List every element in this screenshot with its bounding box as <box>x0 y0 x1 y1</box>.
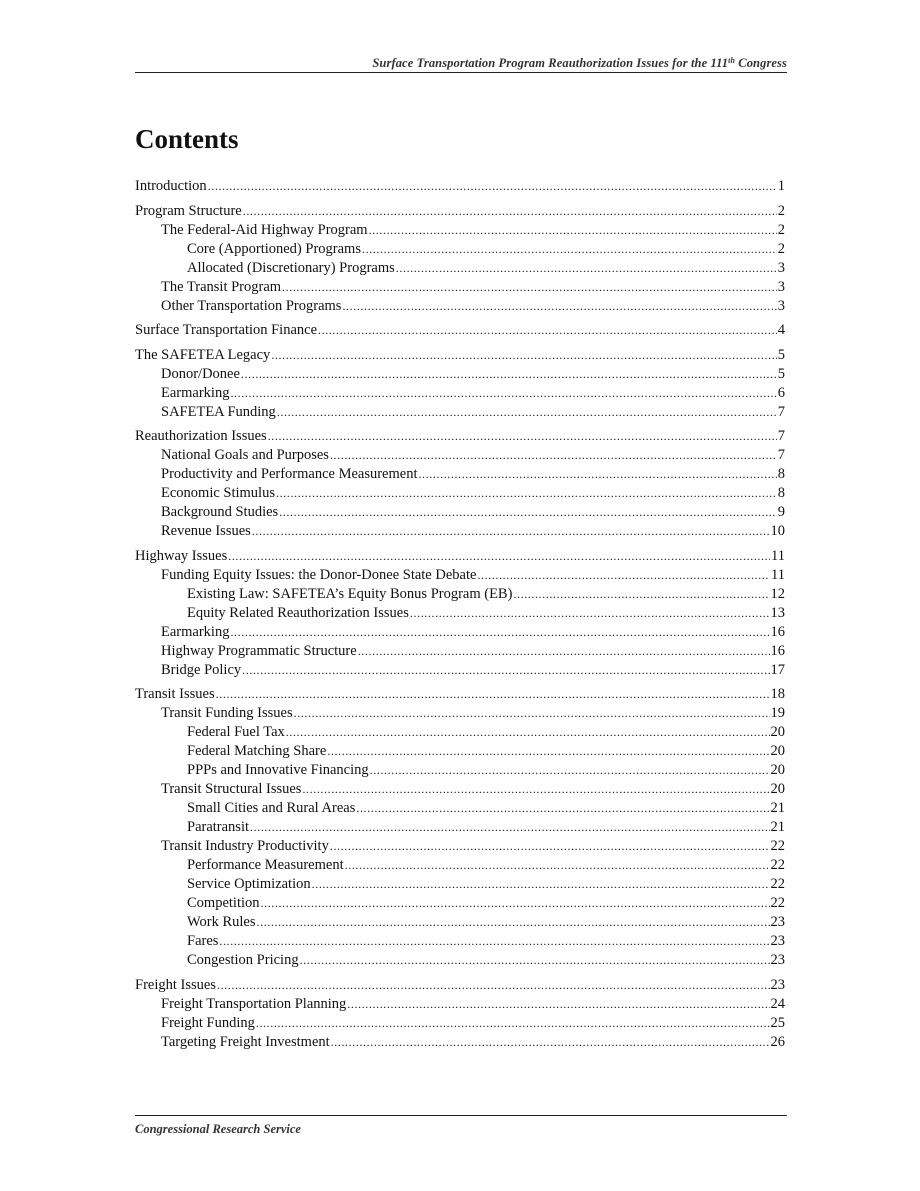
toc-entry-label: The Transit Program <box>161 278 282 295</box>
toc-entry[interactable] <box>135 566 785 585</box>
toc-entry[interactable] <box>135 484 785 503</box>
toc-entry-label: Funding Equity Issues: the Donor-Donee State Debate <box>161 566 477 583</box>
toc-entry-page: 17 <box>770 661 785 678</box>
toc-entry-page: 11 <box>771 547 785 564</box>
toc-entry-page: 5 <box>777 346 785 363</box>
toc-entry-label: Productivity and Performance Measurement <box>161 466 418 482</box>
toc-dot-leader <box>318 321 777 340</box>
toc-entry-label: Competition <box>187 895 260 911</box>
toc-entry-page: 16 <box>770 642 785 659</box>
toc-entry-page: 23 <box>770 976 785 993</box>
toc-entry[interactable] <box>135 346 785 365</box>
toc-entry-label: Freight Transportation Planning <box>161 995 347 1012</box>
toc-entry[interactable] <box>135 780 785 799</box>
toc-entry-label: SAFETEA Funding <box>161 403 276 420</box>
toc-entry-page: 3 <box>777 259 785 276</box>
toc-entry-page: 10 <box>770 523 785 539</box>
toc-entry-label: Transit Structural Issues <box>161 781 302 797</box>
toc-entry-page: 23 <box>770 914 785 930</box>
toc-dot-leader <box>208 177 777 196</box>
toc-dot-leader <box>410 604 770 623</box>
toc-dot-leader <box>370 761 770 780</box>
toc-entry-label: Allocated (Discretionary) Programs <box>187 259 395 276</box>
toc-entry[interactable] <box>135 856 785 875</box>
toc-dot-leader <box>243 202 777 221</box>
toc-entry-page: 7 <box>777 447 785 463</box>
toc-entry[interactable] <box>135 995 785 1014</box>
toc-dot-leader <box>300 951 770 970</box>
toc-entry[interactable] <box>135 661 785 680</box>
toc-dot-leader <box>513 585 769 604</box>
toc-entry-label: Federal Fuel Tax <box>187 724 285 740</box>
toc-dot-leader <box>356 799 769 818</box>
toc-entry[interactable] <box>135 913 785 932</box>
toc-entry-page: 21 <box>770 800 785 816</box>
toc-entry[interactable] <box>135 1014 785 1033</box>
toc-entry-page: 16 <box>770 623 785 640</box>
toc-entry[interactable] <box>135 585 785 604</box>
toc-dot-leader <box>242 661 769 680</box>
toc-dot-leader <box>216 685 770 704</box>
toc-entry-page: 8 <box>777 485 785 501</box>
toc-entry[interactable] <box>135 547 785 566</box>
toc-dot-leader <box>250 818 769 837</box>
toc-dot-leader <box>345 856 770 875</box>
toc-entry-page: 24 <box>770 995 785 1012</box>
toc-entry-page: 20 <box>770 743 785 759</box>
toc-entry-page: 7 <box>777 403 785 420</box>
toc-entry-page: 13 <box>770 604 785 621</box>
toc-entry-label: PPPs and Innovative Financing <box>187 762 369 778</box>
toc-entry[interactable] <box>135 704 785 723</box>
toc-dot-leader <box>257 913 770 932</box>
toc-dot-leader <box>277 403 777 422</box>
footer-text: Congressional Research Service <box>135 1122 301 1136</box>
toc-entry-page: 22 <box>770 857 785 873</box>
toc-entry-page: 5 <box>777 365 785 382</box>
toc-entry-label: Reauthorization Issues <box>135 428 267 444</box>
toc-entry-label: Freight Issues <box>135 976 216 993</box>
toc-entry-label: Background Studies <box>161 504 279 520</box>
toc-entry-page: 19 <box>770 705 785 721</box>
toc-entry[interactable] <box>135 446 785 465</box>
toc-dot-leader <box>396 259 777 278</box>
toc-entry[interactable] <box>135 875 785 894</box>
toc-entry-page: 20 <box>770 762 785 778</box>
toc-entry[interactable] <box>135 202 785 221</box>
toc-entry-label: Existing Law: SAFETEA’s Equity Bonus Program (EB) <box>187 585 513 602</box>
toc-entry-page: 20 <box>770 781 785 797</box>
toc-entry[interactable] <box>135 278 785 297</box>
header-title-superscript: th <box>728 56 736 65</box>
toc-entry-page: 3 <box>777 278 785 295</box>
toc-entry[interactable] <box>135 894 785 913</box>
toc-entry[interactable] <box>135 837 785 856</box>
toc-dot-leader <box>477 566 770 585</box>
toc-dot-leader <box>286 723 770 742</box>
toc-entry-label: Federal Matching Share <box>187 743 327 759</box>
toc-dot-leader <box>230 623 769 642</box>
toc-entry-label: Paratransit <box>187 819 250 835</box>
toc-dot-leader <box>230 384 776 403</box>
toc-dot-leader <box>241 365 777 384</box>
toc-entry-label: Transit Industry Productivity <box>161 838 329 854</box>
toc-dot-leader <box>217 976 770 995</box>
toc-entry[interactable] <box>135 976 785 995</box>
page-footer <box>135 1115 787 1136</box>
toc-entry-label: Revenue Issues <box>161 523 251 539</box>
toc-entry-page: 20 <box>770 724 785 740</box>
header-title-main: Surface Transportation Program Reauthorization Issues for the 111 <box>372 56 729 70</box>
toc-dot-leader <box>282 278 777 297</box>
toc-entry[interactable] <box>135 761 785 780</box>
toc-entry-label: Other Transportation Programs <box>161 297 342 314</box>
toc-entry-page: 8 <box>777 466 785 482</box>
toc-entry-label: Performance Measurement <box>187 857 344 873</box>
toc-entry-label: Economic Stimulus <box>161 485 275 501</box>
toc-entry-label: The SAFETEA Legacy <box>135 346 271 363</box>
toc-entry-page: 22 <box>770 838 785 854</box>
toc-entry-label: The Federal-Aid Highway Program <box>161 221 368 238</box>
toc-entry[interactable] <box>135 623 785 642</box>
toc-entry[interactable] <box>135 642 785 661</box>
toc-entry-page: 9 <box>777 504 785 520</box>
toc-entry-page: 1 <box>777 178 785 194</box>
toc-entry-label: Congestion Pricing <box>187 952 299 968</box>
toc-dot-leader <box>219 932 769 951</box>
toc-entry-label: Equity Related Reauthorization Issues <box>187 604 409 621</box>
toc-entry-page: 25 <box>770 1014 785 1031</box>
toc-entry[interactable] <box>135 240 785 259</box>
toc-dot-leader <box>228 547 770 566</box>
toc-entry[interactable] <box>135 384 785 403</box>
toc-entry-label: Surface Transportation Finance <box>135 322 318 338</box>
toc-entry-label: Introduction <box>135 178 207 194</box>
toc-dot-leader <box>312 875 770 894</box>
toc-entry-page: 3 <box>777 297 785 314</box>
toc-dot-leader <box>276 484 777 503</box>
page-header <box>135 56 787 73</box>
toc-entry[interactable] <box>135 297 785 316</box>
toc-entry[interactable] <box>135 1033 785 1052</box>
toc-entry-label: National Goals and Purposes <box>161 447 329 463</box>
toc-entry-page: 26 <box>770 1033 785 1050</box>
toc-dot-leader <box>327 742 769 761</box>
toc-entry-label: Fares <box>187 933 219 949</box>
toc-entry-page: 12 <box>770 585 785 602</box>
toc-entry-label: Highway Programmatic Structure <box>161 642 357 659</box>
toc-entry-page: 4 <box>777 322 785 338</box>
toc-dot-leader <box>252 522 770 541</box>
toc-entry-label: Highway Issues <box>135 547 228 564</box>
toc-entry-page: 23 <box>770 952 785 968</box>
toc-entry-page: 22 <box>770 895 785 911</box>
toc-entry[interactable] <box>135 685 785 704</box>
toc-entry[interactable] <box>135 321 785 340</box>
toc-entry-page: 18 <box>770 686 785 702</box>
header-title <box>372 56 787 71</box>
toc-dot-leader <box>256 1014 770 1033</box>
toc-dot-leader <box>279 503 777 522</box>
toc-entry-page: 21 <box>770 819 785 835</box>
toc-dot-leader <box>331 1033 770 1052</box>
toc-dot-leader <box>271 346 776 365</box>
toc-dot-leader <box>358 642 770 661</box>
toc-entry-label: Program Structure <box>135 202 242 219</box>
toc-entry-label: Bridge Policy <box>161 661 242 678</box>
toc-dot-leader <box>294 704 770 723</box>
toc-entry[interactable] <box>135 723 785 742</box>
toc-entry[interactable] <box>135 259 785 278</box>
toc-entry-label: Small Cities and Rural Areas <box>187 800 356 816</box>
header-title-end: Congress <box>735 56 787 70</box>
toc-entry[interactable] <box>135 818 785 837</box>
toc-entry-page: 2 <box>777 221 785 238</box>
toc-entry-label: Core (Apportioned) Programs <box>187 240 361 257</box>
toc-entry-label: Donor/Donee <box>161 365 240 382</box>
toc-entry-page: 23 <box>770 933 785 949</box>
toc-entry[interactable] <box>135 465 785 484</box>
toc-entry-label: Earmarking <box>161 623 230 640</box>
table-of-contents <box>135 177 785 1052</box>
toc-dot-leader <box>268 427 777 446</box>
toc-entry-label: Transit Issues <box>135 686 215 702</box>
toc-entry[interactable] <box>135 503 785 522</box>
toc-entry[interactable] <box>135 177 785 196</box>
toc-entry[interactable] <box>135 365 785 384</box>
toc-entry-page: 7 <box>777 428 785 444</box>
toc-dot-leader <box>302 780 769 799</box>
toc-dot-leader <box>347 995 769 1014</box>
toc-dot-leader <box>261 894 770 913</box>
toc-entry-page: 11 <box>771 566 785 583</box>
toc-entry[interactable] <box>135 932 785 951</box>
toc-entry[interactable] <box>135 522 785 541</box>
toc-entry-page: 22 <box>770 876 785 892</box>
toc-dot-leader <box>330 837 770 856</box>
toc-entry[interactable] <box>135 951 785 970</box>
toc-entry-label: Transit Funding Issues <box>161 705 293 721</box>
toc-entry[interactable] <box>135 742 785 761</box>
toc-dot-leader <box>342 297 776 316</box>
toc-entry-label: Service Optimization <box>187 876 311 892</box>
toc-dot-leader <box>369 221 777 240</box>
toc-entry[interactable] <box>135 403 785 422</box>
toc-entry[interactable] <box>135 427 785 446</box>
toc-entry-page: 6 <box>777 384 785 401</box>
toc-dot-leader <box>362 240 777 259</box>
toc-entry[interactable] <box>135 221 785 240</box>
toc-dot-leader <box>419 465 777 484</box>
toc-entry-page: 2 <box>777 202 785 219</box>
toc-entry-page: 2 <box>777 240 785 257</box>
toc-dot-leader <box>330 446 777 465</box>
toc-entry[interactable] <box>135 799 785 818</box>
toc-entry-label: Freight Funding <box>161 1014 255 1031</box>
toc-entry-label: Earmarking <box>161 384 230 401</box>
toc-entry-label: Work Rules <box>187 914 256 930</box>
toc-entry-label: Targeting Freight Investment <box>161 1033 330 1050</box>
contents-heading: Contents <box>135 124 239 154</box>
toc-entry[interactable] <box>135 604 785 623</box>
